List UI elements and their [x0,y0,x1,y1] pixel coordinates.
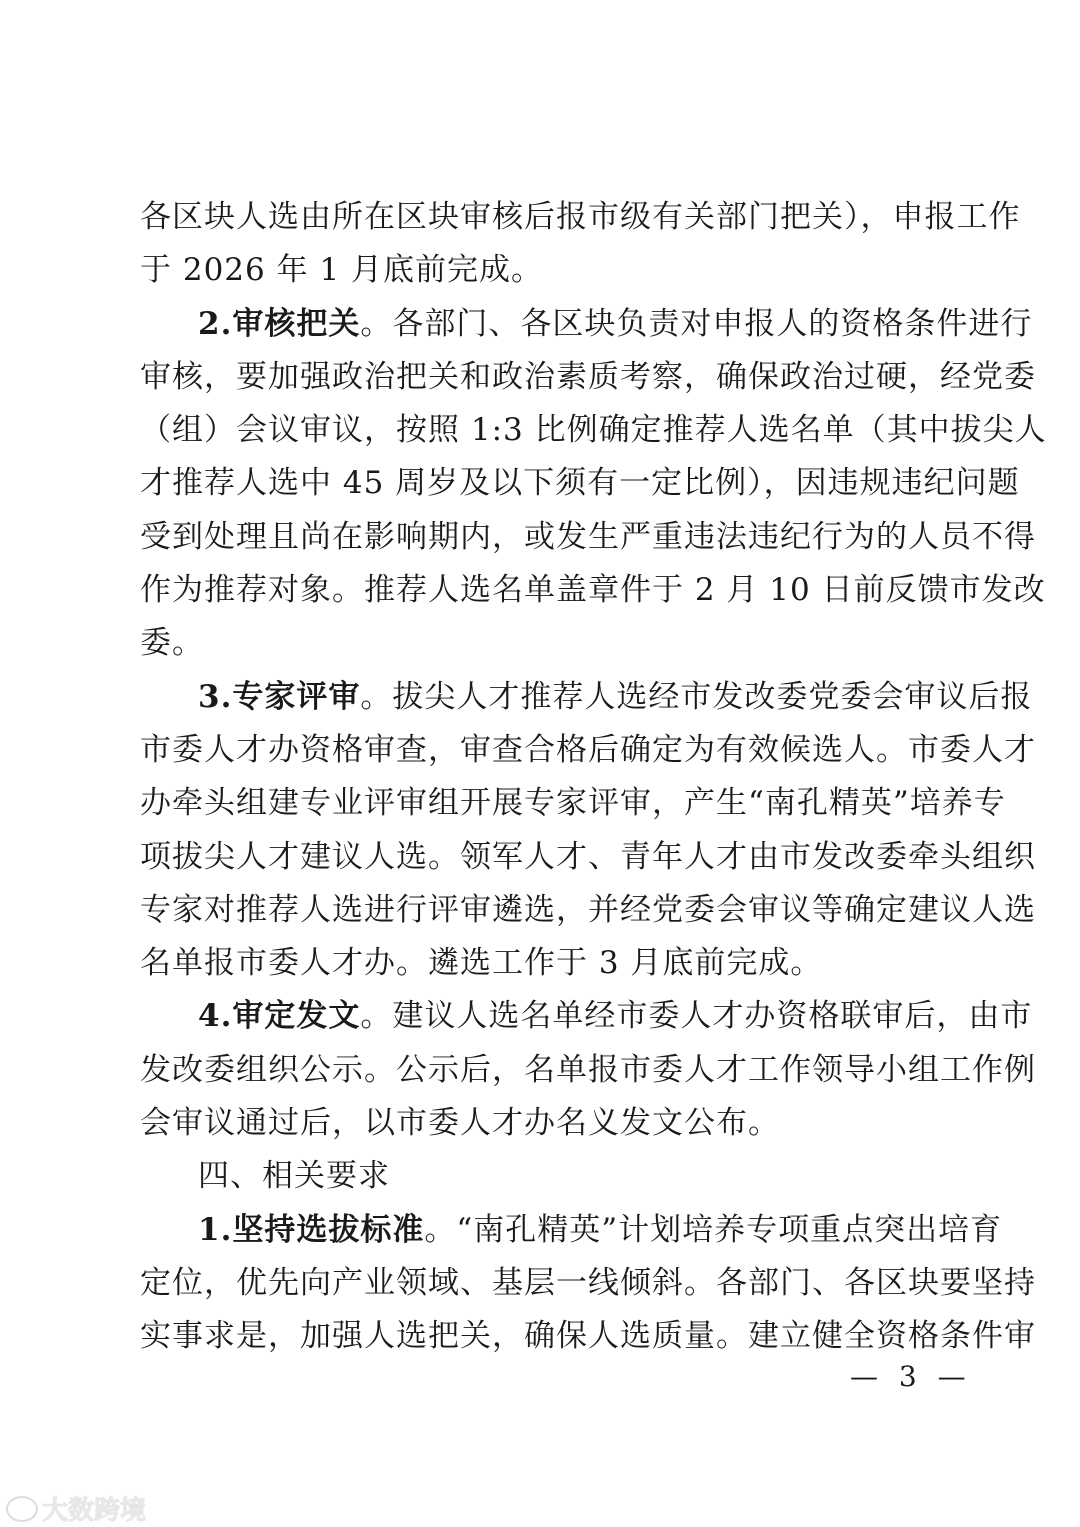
paragraph-title: 2.审核把关 [198,305,361,342]
text-line [140,831,1036,884]
line-text: 项拔尖人才建议人选。领军人才、青年人才由市发改委牵头组织 [140,838,1036,875]
line-text: 办牵头组建专业评审组开展专家评审，产生“南孔精英”培养专 [140,785,1006,822]
line-text: 。各部门、各区块负责对申报人的资格条件进行 [360,305,1033,342]
text-line [140,404,1047,457]
text-line [140,244,940,297]
text-line [140,1257,1036,1310]
text-line [140,990,1033,1043]
line-text: 四、相关要求 [198,1158,390,1195]
text-line [140,1204,1003,1257]
text-line [140,1097,940,1150]
text-line [140,298,1033,351]
line-text: 各区块人选由所在区块审核后报市级有关部门把关），申报工作 [140,199,1021,235]
paragraph-title: 1.坚持选拔标准 [198,1211,425,1248]
line-text: 专家对推荐人选进行评审遴选，并经党委会审议等确定建议人选 [140,891,1036,928]
line-text: 委。 [140,625,204,662]
line-text: 会审议通过后，以市委人才办名义发文公布。 [140,1105,780,1142]
text-line [140,671,1033,724]
text-line [140,724,1036,777]
text-line [140,511,1036,564]
page-number: — 3 — [850,1360,972,1393]
watermark-logo-icon [6,1496,38,1522]
text-line [140,457,1020,510]
document-body [140,191,1047,1364]
text-line [140,617,940,670]
text-line [140,777,1006,830]
line-text: 才推荐人选中 45 周岁及以下须有一定比例），因违规违纪问题 [140,465,1020,502]
line-text: 。拔尖人才推荐人选经市发改委党委会审议后报 [360,678,1033,715]
line-text: 发改委组织公示。公示后，名单报市委人才工作领导小组工作例 [140,1051,1036,1088]
text-line [140,1310,1036,1363]
watermark-text: 大数跨境 [42,1496,147,1526]
line-text: 作为推荐对象。推荐人选名单盖章件于 2 月 10 日前反馈市发改 [140,572,1046,609]
line-text: （组）会议审议，按照 1:3 比例确定推荐人选名单（其中拔尖人 [140,412,1047,449]
line-text: 市委人才办资格审查，审查合格后确定为有效候选人。市委人才 [140,731,1036,768]
line-text: 审核，要加强政治把关和政治素质考察，确保政治过硬，经党委 [140,358,1036,395]
line-text: 实事求是，加强人选把关，确保人选质量。建立健全资格条件审 [140,1318,1036,1355]
line-text: 受到处理且尚在影响期内，或发生严重违法违纪行为的人员不得 [140,518,1036,555]
text-line [140,884,1036,937]
line-text: 于 2026 年 1 月底前完成。 [140,252,544,289]
line-text: 。“南孔精英”计划培养专项重点突出培育 [424,1211,1003,1248]
line-text: 定位，优先向产业领域、基层一线倾斜。各部门、各区块要坚持 [140,1264,1036,1301]
text-line [140,564,1046,617]
watermark [6,1490,146,1527]
text-line [140,1044,1036,1097]
section-heading [140,1150,940,1203]
text-line [140,351,1036,404]
text-line [140,937,940,990]
line-text: 。建议人选名单经市委人才办资格联审后，由市 [360,998,1033,1035]
paragraph-title: 4.审定发文 [198,998,361,1035]
paragraph-title: 3.专家评审 [198,678,361,715]
line-text: 名单报市委人才办。遴选工作于 3 月底前完成。 [140,945,823,982]
text-line [140,191,1021,244]
